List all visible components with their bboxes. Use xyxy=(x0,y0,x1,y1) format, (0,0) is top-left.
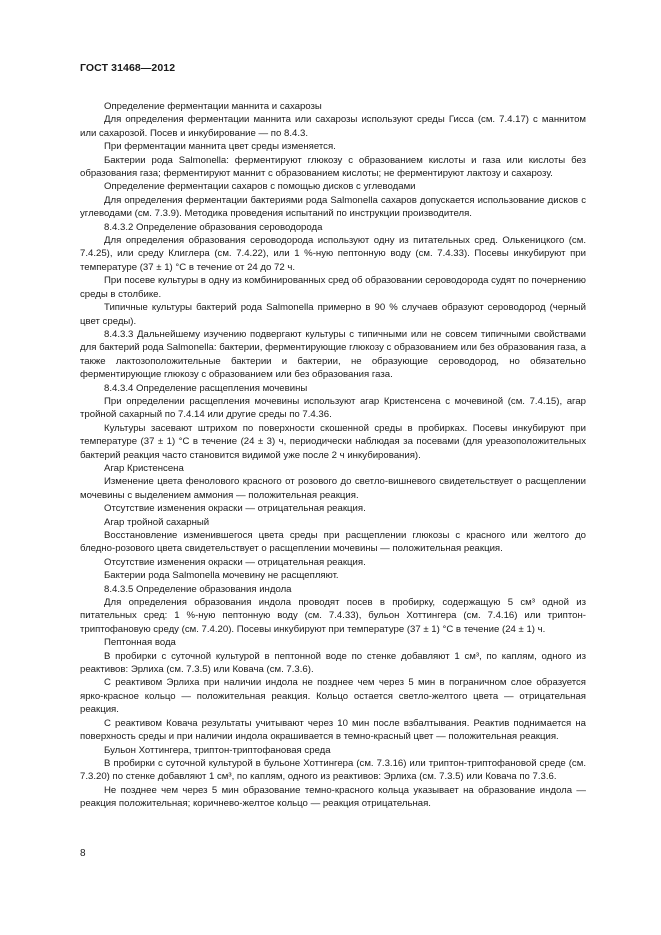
section-heading: 8.4.3.5 Определение образования индола xyxy=(104,583,292,595)
paragraph: С реактивом Ковача результаты учитывают через 10 мин после взбалтывания. Реактив поднимается на поверхность среды и при наличии индола окрашивается в темно-красный цвет — положительная реакция. xyxy=(80,717,586,743)
paragraph: Не позднее чем через 5 мин образование темно-красного кольца указывает на образование индола — реакция положительная; коричнево-желтое кольцо — реакция отрицательная. xyxy=(80,784,586,810)
section-heading: 8.4.3.2 Определение образования сероводорода xyxy=(104,221,323,233)
paragraph: Бактерии рода Salmonella: ферментируют глюкозу с образованием кислоты и газа или кислоты без образования газа; ферментируют маннит с образованием кислоты; не ферментируют лактозу и сахарозу. xyxy=(80,154,586,180)
paragraph: Культуры засевают штрихом по поверхности скошенной среды в пробирках. Посевы инкубируют при температуре (37 ± 1) °С в течение (24 ± 3) ч, периодически наблюдая за посевами (для уреазоположительных бактерий реакция часто становится видимой уже после 2 ч инкубирования). xyxy=(80,422,586,461)
paragraph: С реактивом Эрлиха при наличии индола не позднее чем через 5 мин в пограничном слое образуется ярко-красное кольцо — положительная реакция. Кольцо остается светло-желтого цвета — отрицательная реакция. xyxy=(80,677,586,716)
paragraph: Для определения ферментации маннита или сахарозы используют среды Гисса (см. 7.4.17) с маннитом или сахарозой. Посев и инкубирование — по 8.4.3. xyxy=(80,114,586,139)
paragraph: Восстановление изменившегося цвета среды при расщеплении глюкозы с красного или желтого до бледно-розового цвета свидетельствует о расщеплении мочевины — положительная реакция. xyxy=(80,530,586,555)
paragraph: 8.4.3.3 Дальнейшему изучению подвергают культуры с типичными или не совсем типичными свойствами для бактерий рода Salmonella: бактерии, ферментирующие глюкозу с образованием или без образования газа, а также лактозоположительные бактерии и бактерии, не образующие сероводород, но обязательно ферментирующие глюкозу с образованием или без образования газа. xyxy=(80,328,586,381)
paragraph: В пробирки с суточной культурой в бульоне Хоттингера (см. 7.3.16) или триптон-триптофановой среде (см. 7.3.20) по стенке добавляют 1 см³, по каплям, одного из реактивов: Эрлиха (см. 7.3.5) или Ковача по 7.3.6. xyxy=(80,757,586,783)
document-code-header: ГОСТ 31468—2012 xyxy=(80,62,176,74)
paragraph: Изменение цвета фенолового красного от розового до светло-вишневого свидетельствует о расщеплении мочевины с выделением аммония — положительная реакция. xyxy=(80,476,586,501)
paragraph: Для определения образования сероводорода используют одну из питательных сред. Олькеницкого (см. 7.4.25), или среду Клиглера (см. 7.4.22), или 1 %-ную пептонную воду (см. 7.4.33). Посевы инкубируют при температуре (37 ± 1) °С в течение от 24 до 72 ч. xyxy=(80,235,586,273)
paragraph: Для определения ферментации бактериями рода Salmonella сахаров допускается использование дисков с углеводами (см. 7.3.9). Методика проведения испытаний по инструкции производителя. xyxy=(80,194,586,220)
paragraph: Для определения образования индола проводят посев в пробирку, содержащую 5 см³ одной из питательных сред: 1 %-ную пептонную воду (см. 7.4.33), бульон Хоттингера (см. 7.4.16) или триптон-триптофановую среду (см. 7.4.20). Посевы инкубируют при температуре (37 ± 1) °С в течение (24 ± 1) ч. xyxy=(80,597,586,635)
paragraph: Агар тройной сахарный xyxy=(104,516,210,528)
paragraph: При определении расщепления мочевины используют агар Кристенсена с мочевиной (см. 7.4.15), агар тройной сахарный по 7.4.14 или другие среды по 7.4.36. xyxy=(80,395,586,421)
paragraph: Пептонная вода xyxy=(104,637,176,649)
paragraph: Агар Кристенсена xyxy=(104,462,184,474)
section-heading: 8.4.3.4 Определение расщепления мочевины xyxy=(104,382,308,394)
paragraph: Типичные культуры бактерий рода Salmonella примерно в 90 % случаев образуют сероводород (черный цвет среды). xyxy=(80,302,586,327)
paragraph: Бактерии рода Salmonella мочевину не расщепляют. xyxy=(104,570,339,582)
paragraph: В пробирки с суточной культурой в пептонной воде по стенке добавляют 1 см³, по каплям, одного из реактивов: Эрлиха (см. 7.3.5) или Ковача (см. 7.3.6). xyxy=(80,650,586,676)
paragraph: При ферментации маннита цвет среды изменяется. xyxy=(104,141,336,153)
paragraph: Отсутствие изменения окраски — отрицательная реакция. xyxy=(104,503,366,515)
paragraph: При посеве культуры в одну из комбинированных сред об образовании сероводорода судят по почернению среды в столбике. xyxy=(80,275,586,300)
paragraph: Определение ферментации сахаров с помощью дисков с углеводами xyxy=(104,181,416,193)
paragraph: Определение ферментации маннита и сахарозы xyxy=(104,101,322,112)
page-number: 8 xyxy=(80,848,86,859)
paragraph: Отсутствие изменения окраски — отрицательная реакция. xyxy=(104,556,366,568)
paragraph: Бульон Хоттингера, триптон-триптофановая среда xyxy=(104,744,331,756)
document-body xyxy=(80,100,586,811)
